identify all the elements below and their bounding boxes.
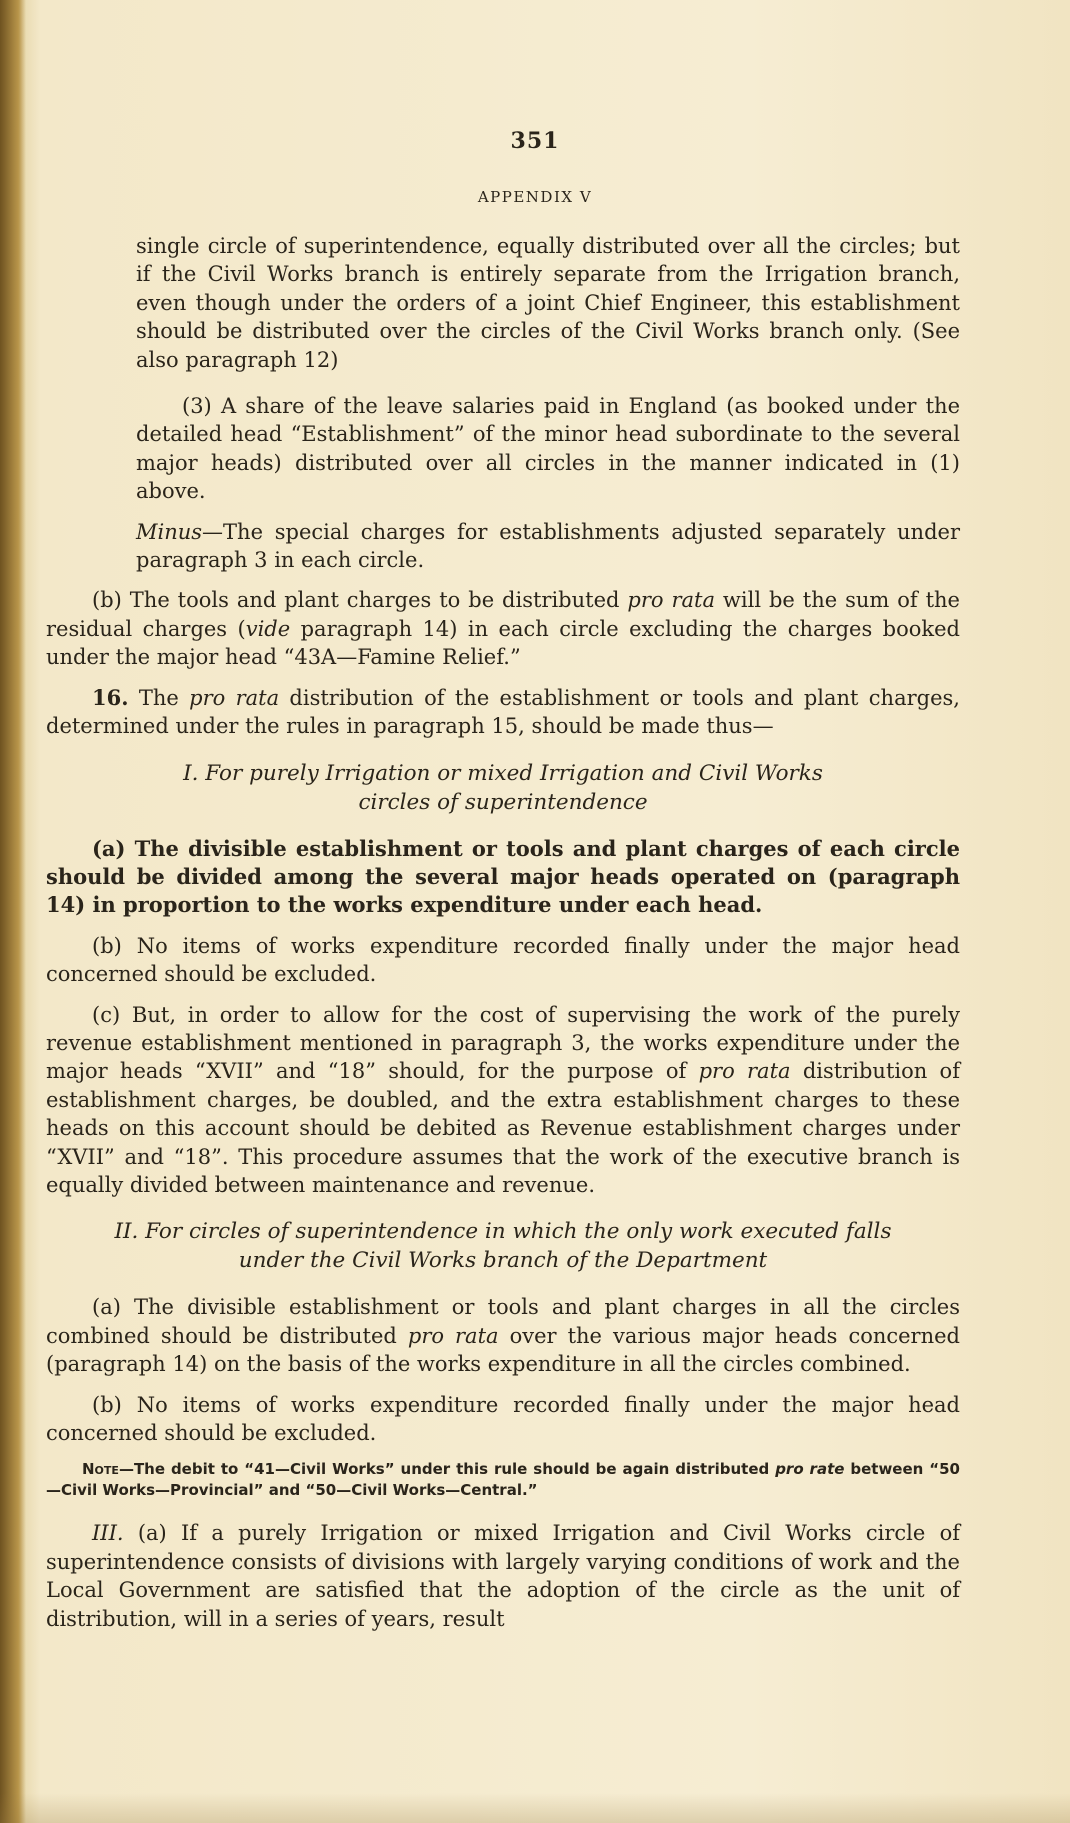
section-1-item-c-text-1: (c) But, in order to allow for the cost of supervising the work of the purely revenue establishment mentioned in paragraph 3, the works expenditure under the major heads “XVII” and “18” should, for the purpose of: [46, 1002, 960, 1084]
section-3-label: III.: [92, 1521, 124, 1546]
continuation-paragraph: [46, 232, 960, 374]
section-3-paragraph: [46, 1519, 960, 1633]
section-1-item-c-italic: pro rata: [698, 1059, 791, 1084]
section-2-item-a: [46, 1293, 960, 1378]
tools-plant-text-1: The tools and plant charges to be distributed: [129, 588, 620, 613]
note-paragraph: [46, 1459, 960, 1501]
continuation-text: single circle of superintendence, equally distributed over all the circles; but if the Civil Works branch is entirely separate from the Irrigation branch, even though under the orders of a joint Chief Engineer, this establishment should be distributed over the circles of the Civil Works branch only.: [136, 234, 960, 344]
section-1-item-b: (b) No items of works expenditure recorded finally under the major head concerned should be excluded.: [46, 933, 960, 987]
paragraph-16: [46, 684, 960, 741]
tools-plant-italic: pro rata: [627, 588, 715, 613]
binding-gutter: [0, 0, 26, 1823]
paragraph-16-number: 16.: [92, 684, 129, 710]
note-text-1: —The debit to “41—Civil Works” under this rule should be again distributed: [118, 1460, 770, 1479]
section-2-item-b: (b) No items of works expenditure recorded finally under the major head concerned should be excluded.: [46, 1392, 960, 1445]
section-heading-1: [46, 759, 960, 817]
item-3-label: (3): [182, 394, 212, 419]
page-number: 351: [510, 128, 560, 154]
section-1-item-c-text-2: distribution of establishment charges, be doubled, and the extra establishment charges to these heads on this account should be debited as Revenue establishment charges under “XVII” and “18”. This procedure assumes that the work of the executive branch is equally divided between maintenance and revenue.: [46, 1059, 960, 1197]
paragraph-16-italic: pro rata: [189, 685, 280, 710]
tools-plant-paragraph: [46, 586, 960, 671]
tools-plant-label: (b): [92, 588, 122, 613]
note-italic: pro rate: [775, 1460, 845, 1479]
section-heading-2-line-1: II. For circles of superintendence in which the only work executed falls: [114, 1219, 892, 1245]
tools-plant-vide: vide: [245, 616, 291, 641]
paragraph-16-text-1: The: [138, 685, 179, 710]
section-1-item-c: [46, 1001, 960, 1200]
tools-plant-text-2: will be the sum of the residual charges (: [46, 588, 960, 641]
note-text-2: between “50—Civil Works—Provincial” and “50—Civil Works—Central.”: [46, 1460, 960, 1500]
note-label: Note: [82, 1460, 119, 1479]
item-3-paragraph: [46, 392, 960, 506]
section-2-item-a-text-2: over the various major heads concerned (paragraph 14) on the basis of the works expenditure in all the circles combined.: [46, 1323, 960, 1377]
tools-plant-text-3: paragraph 14) in each circle excluding the charges booked under the major head “43A—Famine Relief.”: [46, 616, 960, 670]
section-heading-1-line-1: I. For purely Irrigation or mixed Irrigation and Civil Works: [183, 760, 823, 786]
page-bottom-shade: [0, 1793, 1070, 1823]
minus-label: Minus: [136, 519, 203, 544]
section-2-item-a-text-1: (a) The divisible establishment or tools and plant charges in all the circles combined should be distributed: [46, 1295, 960, 1348]
section-2-item-a-italic: pro rata: [407, 1323, 499, 1348]
item-3-text: A share of the leave salaries paid in England (as booked under the detailed head “Establishment” of the minor head subordinate to the several major heads) distributed over all circles in the manner indicated in (1) above.: [136, 394, 960, 504]
minus-paragraph: [46, 518, 960, 575]
body-text: [46, 232, 960, 1633]
section-3-item-a: (a) If a purely Irrigation or mixed Irrigation and Civil Works circle of superintendence consists of divisions with largely varying conditions of work and the Local Government are satisfied that the adoption of the circle as the unit of distribution, will in a series of years, result: [46, 1521, 960, 1631]
running-head: APPENDIX V: [477, 188, 593, 206]
minus-text: —The special charges for establishments adjusted separately under paragraph 3 in each circle.: [136, 519, 960, 573]
section-heading-2-line-2: under the Civil Works branch of the Department: [238, 1248, 768, 1274]
paragraph-16-text-2: distribution of the establishment or tools and plant charges, determined under the rules in paragraph 15, should be made thus—: [46, 685, 960, 739]
section-heading-2: [46, 1217, 960, 1275]
section-1-item-a: (a) The divisible establishment or tools and plant charges of each circle should be divided among the several major heads operated on (paragraph 14) in proportion to the works expenditure under each head.: [46, 835, 960, 918]
section-heading-1-line-2: circles of superintendence: [358, 789, 648, 815]
continuation-reference: (See also paragraph 12): [136, 319, 960, 372]
